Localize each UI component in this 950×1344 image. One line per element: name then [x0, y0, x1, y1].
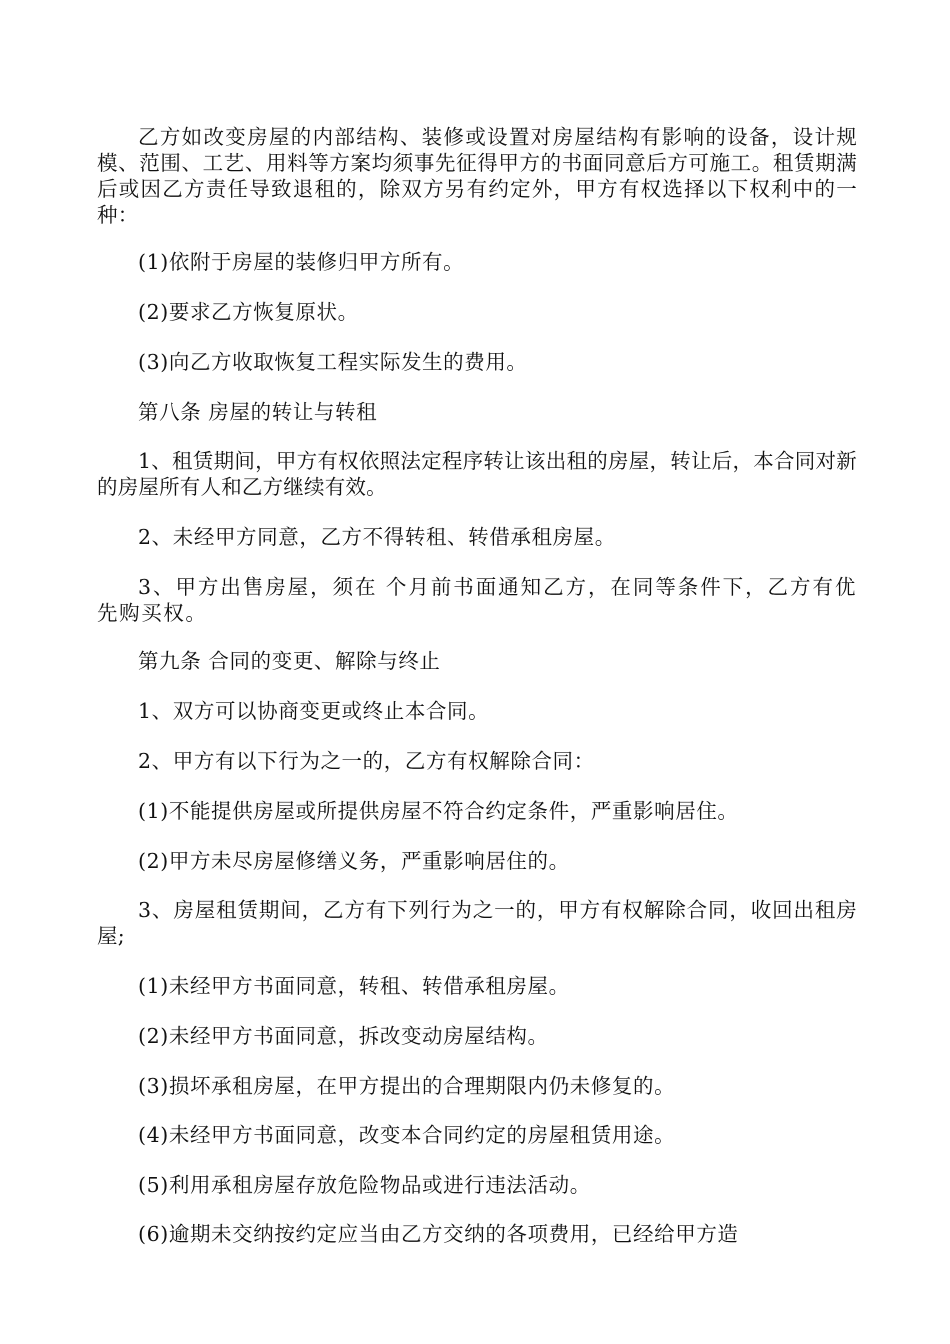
paragraph-renovation-clause: 乙方如改变房屋的内部结构、装修或设置对房屋结构有影响的设备，设计规模、范围、工艺、用料等方案均须事先征得甲方的书面同意后方可施工。租赁期满后或因乙方责任导致退租的，除双方另有约定外，甲方有权选择以下权利中的一种：	[97, 125, 857, 227]
paragraph-article-8-1: 1、租赁期间，甲方有权依照法定程序转让该出租的房屋，转让后，本合同对新的房屋所有人和乙方继续有效。	[97, 449, 857, 499]
paragraph-item-3: (3)向乙方收取恢复工程实际发生的费用。	[138, 350, 528, 374]
paragraph-item-1: (1)依附于房屋的装修归甲方所有。	[138, 250, 465, 274]
paragraph-article-9-3-item-3: (3)损坏承租房屋，在甲方提出的合理期限内仍未修复的。	[138, 1074, 676, 1098]
paragraph-article-9-2-item-2: (2)甲方未尽房屋修缮义务，严重影响居住的。	[138, 849, 570, 873]
paragraph-article-9-3-item-1: (1)未经甲方书面同意，转租、转借承租房屋。	[138, 974, 570, 998]
paragraph-article-9-3-item-4: (4)未经甲方书面同意，改变本合同约定的房屋租赁用途。	[138, 1123, 676, 1147]
heading-article-9: 第九条 合同的变更、解除与终止	[138, 649, 441, 673]
paragraph-item-2: (2)要求乙方恢复原状。	[138, 300, 359, 324]
paragraph-article-9-3-item-5: (5)利用承租房屋存放危险物品或进行违法活动。	[138, 1173, 591, 1197]
paragraph-article-9-3: 3、房屋租赁期间，乙方有下列行为之一的，甲方有权解除合同，收回出租房屋;	[97, 898, 857, 948]
paragraph-article-9-1: 1、双方可以协商变更或终止本合同。	[138, 699, 490, 723]
heading-article-8: 第八条 房屋的转让与转租	[138, 400, 378, 424]
paragraph-article-8-2: 2、未经甲方同意，乙方不得转租、转借承租房屋。	[138, 525, 616, 549]
paragraph-article-8-3: 3、甲方出售房屋，须在 个月前书面通知乙方，在同等条件下，乙方有优先购买权。	[97, 575, 857, 625]
paragraph-article-9-3-item-6: (6)逾期未交纳按约定应当由乙方交纳的各项费用，已经给甲方造	[138, 1222, 739, 1246]
paragraph-article-9-2: 2、甲方有以下行为之一的，乙方有权解除合同：	[138, 749, 595, 773]
paragraph-article-9-2-item-1: (1)不能提供房屋或所提供房屋不符合约定条件，严重影响居住。	[138, 799, 739, 823]
paragraph-article-9-3-item-2: (2)未经甲方书面同意，拆改变动房屋结构。	[138, 1024, 549, 1048]
